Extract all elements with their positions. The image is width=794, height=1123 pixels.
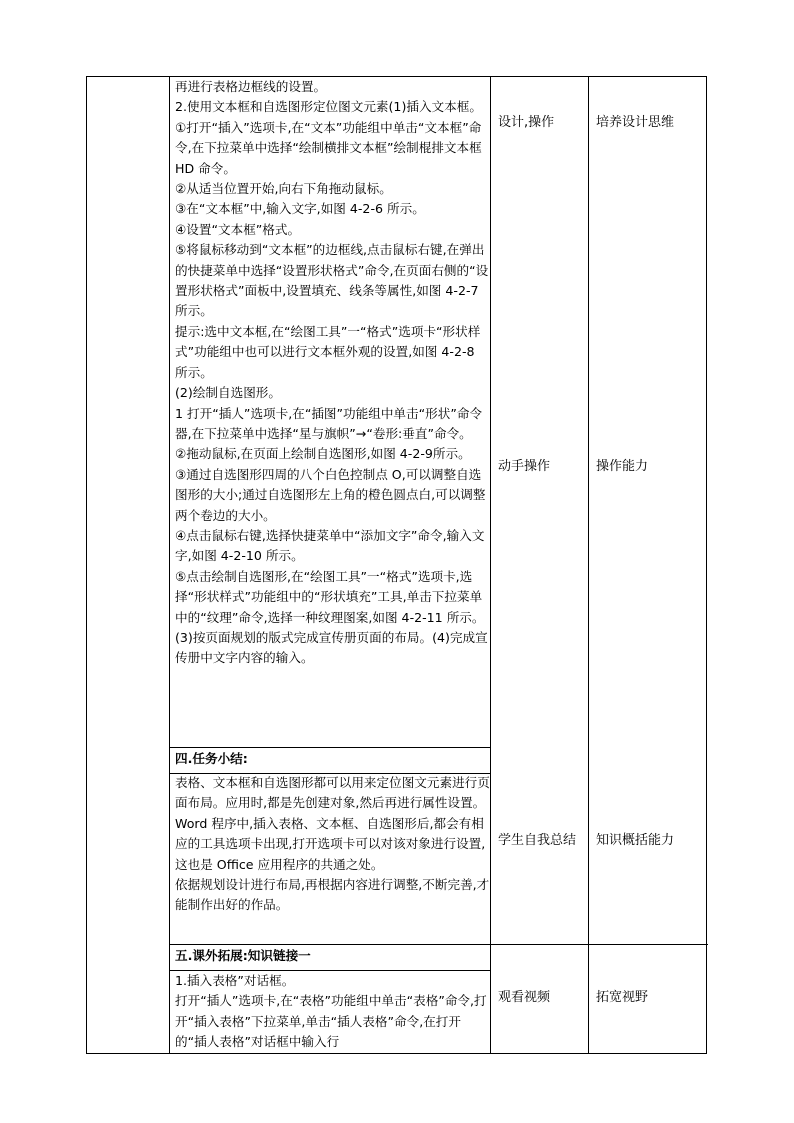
activity-summary: 学生自我总结	[498, 833, 577, 848]
goal-operation: 操作能力	[596, 459, 649, 474]
step-paragraph: ③在“文本框”中,输入文字,如图 4-2-6 所示。	[175, 201, 425, 217]
goal-horizon: 拓宽视野	[596, 990, 649, 1005]
step-paragraph: 提示:选中文本框,在“绘图工具”一“格式”选项卡“形状样式”功能组中也可以进行文本框外观的设置,如图 4-2-8 所示。	[175, 323, 481, 380]
summary-text	[175, 773, 491, 916]
row-divider-side	[490, 944, 708, 945]
activity-design: 设计,操作	[498, 115, 555, 130]
extension-paragraph: 1.插入表格”对话框。	[175, 973, 295, 988]
goal-summary: 知识概括能力	[596, 833, 675, 848]
lesson-table	[86, 76, 707, 1054]
col-divider-3	[588, 77, 589, 1053]
step-paragraph: ③通过自选图形四周的八个白色控制点 O,可以调整自选图形的大小;通过自选图形左上角的橙色圆点白,可以调整两个卷边的大小。	[175, 466, 486, 523]
col-divider-1	[169, 77, 170, 1053]
row-divider-summary-top	[169, 747, 491, 748]
step-paragraph: ⑤点击绘制自选图形,在“绘图工具”一“格式”选项卡,选择“形状样式”功能组中的“形状填充”工具,单击下拉菜单中的“纹理”命令,选择一种纹理图案,如图 4-2-11 所示。	[175, 568, 485, 625]
step-paragraph: ⑤将鼠标移动到“文本框”的边框线,点击鼠标右键,在弹出的快捷菜单中选择“设置形状格式”命令,在页面右侧的“设置形状格式”面板中,设置填充、线条等属性,如图 4-2-7 所示。	[175, 242, 489, 319]
step-paragraph: (2)绘制自选图形。	[175, 385, 281, 401]
step-paragraph: ④设置“文本框”格式。	[175, 221, 301, 237]
summary-paragraph: 表格、文本框和自选图形都可以用来定位图文元素进行页面布局。应用时,都是先创建对象,然后再进行属性设置。Word 程序中,插入表格、文本框、自选图形后,都会有相应的工具选项卡出现,打开选项卡可以对该对象进行设置,这也是 Office 应用程序的共通之处。	[175, 775, 490, 872]
step-paragraph: ①打开“插入”选项卡,在“文本”功能组中单击“文本框”命令,在下拉菜单中选择“绘制横排文本框”绘制棍排文本框 HD 命令。	[175, 119, 482, 176]
summary-paragraph: 依据规划设计进行布局,再根据内容进行调整,不断完善,才能制作出好的作品。	[175, 877, 490, 913]
step-paragraph: ②从适当位置开始,向右下角拖动鼠标。	[175, 181, 392, 197]
extension-paragraph: 打开“插人”选项卡,在“表格”功能组中单击“表格”命令,打开“插入表格”下拉菜单,单击“插人表格”命令,在打开的“插人表格”对话框中输入行	[175, 993, 487, 1050]
goal-design-thinking: 培养设计思维	[596, 115, 675, 130]
step-paragraph: ④点击鼠标右键,选择快捷菜单中“添加文字”命令,输入文字,如图 4-2-10 所示。	[175, 527, 485, 564]
activity-hands-on: 动手操作	[498, 459, 551, 474]
step-paragraph: 2.使用文本框和自选图形定位图文元素(1)插入文本框。	[175, 99, 482, 115]
step-paragraph: ②拖动鼠标,在页面上绘制自选图形,如图 4-2-9所示。	[175, 446, 471, 462]
extension-text	[175, 971, 491, 1053]
step-paragraph: 再进行表格边框线的设置。	[175, 79, 327, 94]
activity-video: 观看视频	[498, 990, 551, 1005]
row-divider-extension-top	[169, 944, 491, 945]
step-paragraph: 1 打开“插人”选项卡,在“插图”功能组中单击“形状”命令器,在下拉菜单中选择“星与旗帜”→“卷形:垂直”命令。	[175, 405, 483, 441]
main-steps-text	[175, 77, 491, 669]
extension-heading: 五.课外拓展:知识链接一	[175, 948, 311, 963]
step-paragraph: (3)按页面规划的版式完成宣传册页面的布局。(4)完成宣传册中文字内容的输入。	[175, 629, 488, 666]
summary-heading: 四.任务小结:	[175, 751, 248, 766]
